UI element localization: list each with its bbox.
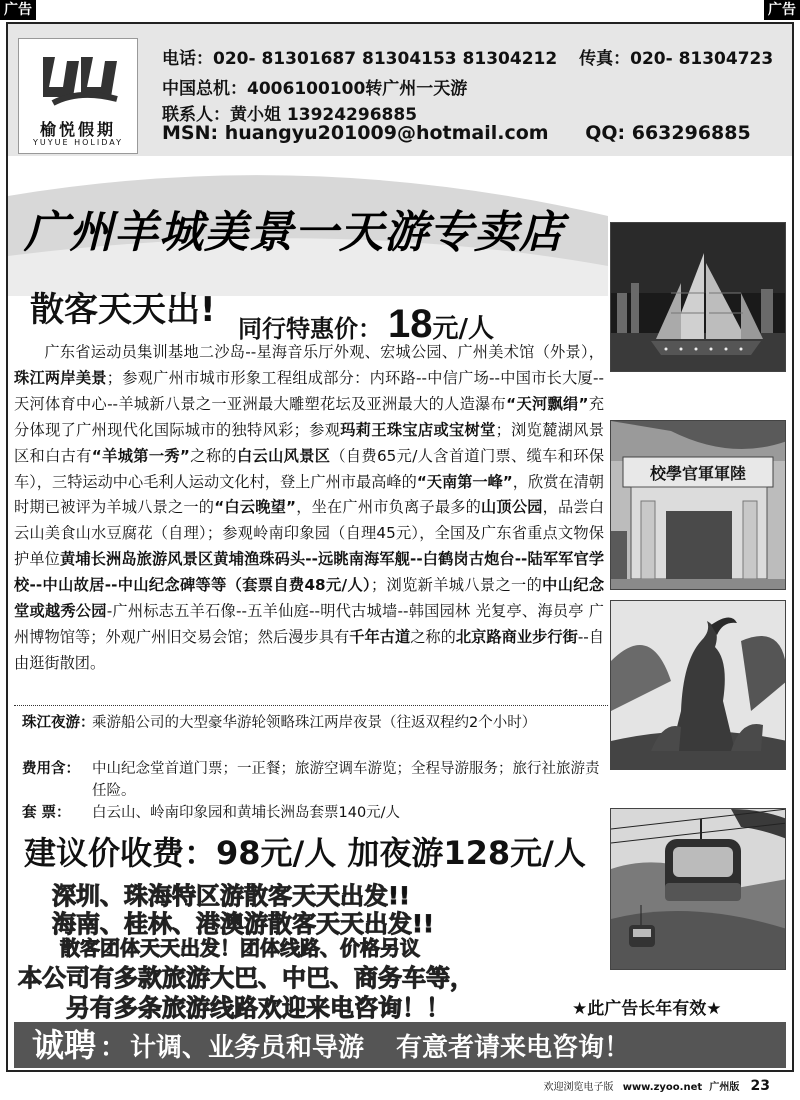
fee-includes-row [22,758,612,802]
itinerary-text: ；浏览麓湖风景区和白古有 [14,420,605,465]
page-footer [544,1078,770,1094]
itinerary-highlight: “天南第一峰” [416,472,513,491]
logo-english-name: YUYUE HOLIDAY [33,138,123,147]
sailboat-photo [610,222,786,372]
validity-note: ★此广告长年有效★ [572,999,722,1019]
night-cruise-row [22,712,612,734]
itinerary-text: 充分体现了广州现代化国际城市的独特风彩；参观 [14,394,605,439]
itinerary-text: 之称的 [410,627,456,646]
itinerary-highlight: 白云山风景区 [236,446,331,465]
recruit-colon: ： [100,1033,127,1063]
phone-numbers: 电话：020- 81301687 81304153 81304212 [162,49,558,69]
company-logo [18,38,138,154]
ad-tag-right: 广告 [764,0,800,20]
itinerary-highlight: 玛莉王珠宝店或宝树堂 [340,420,496,439]
divider [14,705,608,706]
itinerary-text: ，坐在广州市负离子最多的 [296,498,482,517]
promo-line: 散客团体天天出发！团体线路、价格另议 [60,936,420,960]
itinerary-text: ，欣赏在清朝时期已被评为羊城八景之一的 [14,472,604,517]
itinerary-highlight: 千年古道 [349,627,411,646]
qq-number: QQ: 663296885 [585,122,751,144]
ad-tag-left: 广告 [0,0,36,20]
package-ticket-row [22,802,612,824]
itinerary-highlight: “羊城第一秀” [91,446,190,465]
contact-person: 联系人：黄小姐 13924296885 [162,105,418,125]
military-academy-photo [610,420,786,590]
itinerary-text: 广东省运动员集训基地二沙岛--星海音乐厅外观、宏城公园、广州美术馆（外景）， [44,343,604,361]
package-ticket-text: 白云山、岭南印象园和黄埔长洲岛套票140元/人 [92,805,401,821]
five-rams-statue-photo [610,600,786,770]
cable-car-photo [610,808,786,970]
itinerary-highlight: 北京路商业步行街 [455,627,578,646]
contact-phone-line [162,44,773,69]
promo-line: 另有多条旅游线路欢迎来电咨询！！ [66,994,450,1022]
itinerary-highlight: 珠江两岸美景 [14,368,107,387]
itinerary-highlight: “白云晚望” [214,498,296,517]
msn-address: MSN: huangyu201009@hotmail.com [162,122,549,144]
itinerary-text: -广州标志五羊石像--五羊仙庭--明代古城墙--韩国园林 光复亭、海员亭 广州博物馆等；外观广州旧交易会馆；然后漫步具有 [14,602,604,646]
itinerary-text: ，品尝白云山美食山水豆腐花（自理）；参观岭南印象园（自理45元），全国及广东省重点文物保护单位 [14,498,605,569]
fee-includes-text: 中山纪念堂首道门票；一正餐；旅游空调车游览；全程导游服务；旅行社旅游责任险。 [92,761,600,799]
footer-text: 欢迎浏览电子版 [543,1082,614,1093]
recommended-price: 建议价收费：98元/人 加夜游128元/人 [24,834,586,872]
itinerary-highlight: “天河飘绢” [506,394,589,413]
price-label: 同行特惠价： [238,315,382,343]
itinerary-text: （自费65元/人含首道门票、缆车和环保车），三特运动中心毛利人运动文化村，登上广州市最高峰的 [14,446,605,491]
academy-sign-text: 校學官軍軍陸 [649,464,747,483]
promo-line: 海南、桂林、港澳游散客天天出发!! [52,910,434,938]
itinerary-text: 之称的 [189,446,237,465]
footer-url[interactable]: www.zyoo.net [622,1082,703,1093]
price-unit: 元/人 [432,314,494,344]
main-title: 广州羊城美景一天游专卖店 [24,207,564,258]
itinerary-text: --自由逛街散团。 [14,627,605,672]
logo-mark-icon [33,47,125,115]
itinerary-highlight: 黄埔长洲岛旅游风景区黄埔渔珠码头--远眺南海军舰--白鹤岗古炮台--陆军军官学校--中山故居--中山纪念碑等等（套票自费48元/人） [14,550,605,595]
footer-brand: 广州版 [709,1082,740,1093]
promo-line: 本公司有多款旅游大巴、中巴、商务车等， [18,964,474,992]
fee-includes-label: 费用含： [22,761,80,777]
itinerary-highlight: 中山纪念堂或越秀公园 [14,576,605,621]
recruitment-banner [14,1022,786,1068]
price-value: 18 [388,302,433,346]
itinerary-text: ；浏览新羊城八景之一的 [370,576,543,595]
contact-online-line [162,122,751,144]
recruit-tail: 有意者请来电咨询！ [396,1033,631,1063]
night-cruise-text: 乘游船公司的大型豪华游轮领略珠江两岸夜景（往返双程约2个小时） [92,715,537,731]
itinerary-paragraph [14,340,604,677]
logo-chinese-name: 榆悦假期 [39,120,116,139]
fax-number: 传真：020- 81304723 [579,49,774,69]
page-number: 23 [750,1078,770,1094]
recruit-lead: 诚聘 [32,1026,97,1064]
itinerary-highlight: 山顶公园 [481,498,543,517]
hq-hotline: 中国总机：4006100100转广州一天游 [162,79,468,99]
night-cruise-label: 珠江夜游： [22,715,95,731]
promo-line: 深圳、珠海特区游散客天天出发!! [52,882,410,910]
itinerary-text: ；参观广州市城市形象工程组成部分：内环路--中信广场--中国市长大厦--天河体育中心--羊城新八景之一亚洲最大雕塑花坛及亚洲最大的人造瀑布 [14,368,604,413]
recruit-positions: 计调、业务员和导游 [130,1033,365,1063]
sub-title: 散客天天出! [30,290,216,330]
package-ticket-label: 套 票： [22,805,71,821]
